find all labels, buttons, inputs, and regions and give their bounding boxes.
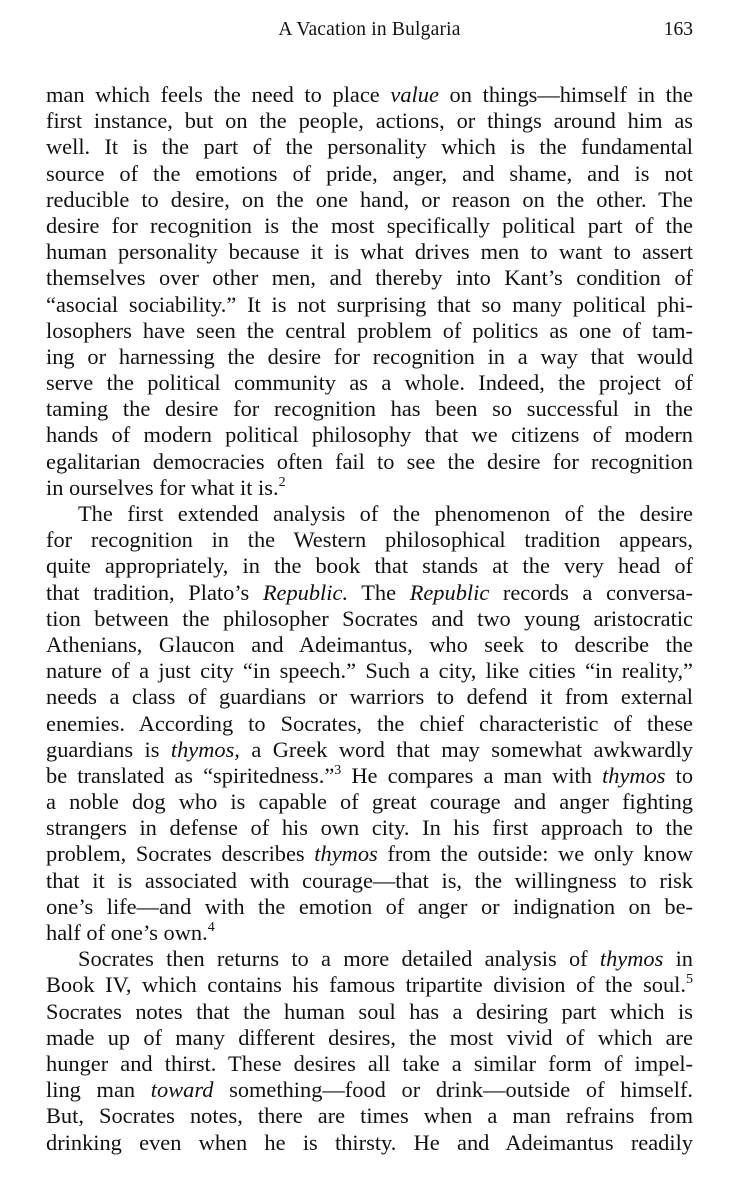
text-line <box>46 449 693 475</box>
text-line <box>46 841 693 867</box>
text-line <box>46 815 693 841</box>
text-line <box>46 318 693 344</box>
footnote-marker: 5 <box>686 972 693 988</box>
text-run: egalitarian democracies often fail to see the desire for recognition <box>46 448 693 474</box>
text-run: “asocial sociability.” It is not surprising that so many political phi- <box>46 291 693 317</box>
text-run: ing or harnessing the desire for recognition in a way that would <box>46 343 693 369</box>
text-line <box>46 684 693 710</box>
footnote-marker: 3 <box>334 762 342 778</box>
text-run: something—food or drink—outside of himself. <box>213 1077 694 1103</box>
text-line <box>46 1130 693 1156</box>
text-run: drinking even when he is thirsty. He and Adeimantus readily <box>46 1129 693 1155</box>
text-line <box>46 1025 693 1051</box>
text-line <box>46 553 693 579</box>
text-run: needs a class of guardians or warriors to defend it from external <box>46 684 693 710</box>
text-run: losophers have seen the central problem of politics as one of tam- <box>46 317 693 343</box>
italic-term: toward <box>150 1077 214 1103</box>
text-run: well. It is the part of the personality which is the fundamental <box>46 134 693 160</box>
text-run: Book IV, which contains his famous tripartite division of the soul. <box>46 972 686 998</box>
text-run: reducible to desire, on the one hand, or reason on the other. The <box>46 186 693 212</box>
text-run: quite appropriately, in the book that stands at the very head of <box>46 553 693 579</box>
text-run: first instance, but on the people, actions, or things around him as <box>46 108 693 134</box>
italic-term: Republic <box>409 579 490 605</box>
text-line <box>46 292 693 318</box>
text-line <box>46 344 693 370</box>
text-line <box>46 999 693 1025</box>
text-run: source of the emotions of pride, anger, and shame, and is not <box>46 160 693 186</box>
text-run: that tradition, Plato’s <box>46 579 263 605</box>
running-head <box>46 16 693 44</box>
text-run: themselves over other men, and thereby into Kant’s condition of <box>46 265 693 291</box>
text-line <box>46 501 693 527</box>
text-run: strangers in defense of his own city. In his first approach to the <box>46 815 693 841</box>
footnote-marker: 2 <box>278 474 286 490</box>
text-run: that it is associated with courage—that is, the willingness to risk <box>46 867 693 893</box>
text-line <box>46 894 693 920</box>
footnote-marker: 4 <box>207 920 215 935</box>
text-line <box>46 161 693 187</box>
text-line <box>46 972 693 998</box>
text-line <box>46 737 693 763</box>
text-line <box>46 763 693 789</box>
text-run: He compares a man with <box>341 762 603 788</box>
text-line <box>46 422 693 448</box>
italic-term: value <box>390 82 439 107</box>
text-line <box>46 658 693 684</box>
text-line <box>46 1077 693 1103</box>
text-line <box>46 213 693 239</box>
text-run: Athenians, Glaucon and Adeimantus, who seek to describe the <box>46 631 693 657</box>
text-line <box>46 527 693 553</box>
text-line <box>46 1103 693 1129</box>
text-run: Socrates notes that the human soul has a desiring part which is <box>46 998 693 1024</box>
text-run: guardians is <box>46 736 171 762</box>
text-line <box>46 82 693 108</box>
text-line <box>46 946 693 972</box>
text-line <box>46 187 693 213</box>
text-run: in ourselves for what it is. <box>46 474 279 500</box>
text-run: serve the political community as a whole. Indeed, the project of <box>46 370 693 396</box>
paragraph-2 <box>46 501 693 946</box>
text-run: one’s life—and with the emotion of anger or indignation on be- <box>46 893 693 919</box>
text-line <box>46 396 693 422</box>
text-run: hands of modern political philosophy that we citizens of modern <box>46 422 693 448</box>
text-run: desire for recognition is the most specifically political part of the <box>46 212 693 238</box>
text-line <box>46 789 693 815</box>
italic-term: thymos <box>602 762 666 788</box>
text-run: human personality because it is what drives men to want to assert <box>46 239 693 265</box>
text-run: The first extended analysis of the phenomenon of the desire <box>78 501 693 526</box>
paragraph-3 <box>46 946 693 1156</box>
text-run: enemies. According to Socrates, the chief characteristic of these <box>46 710 693 736</box>
text-run: records a conversa- <box>489 579 693 605</box>
text-line <box>46 868 693 894</box>
text-line <box>46 475 693 501</box>
text-run: from the outside: we only know <box>377 841 693 867</box>
text-line <box>46 108 693 134</box>
italic-term: thymos, <box>170 736 240 762</box>
text-line <box>46 265 693 291</box>
text-run: be translated as “spiritedness.” <box>46 762 335 788</box>
text-run: half of one’s own. <box>46 920 208 945</box>
text-run: in <box>663 946 693 972</box>
text-line <box>46 606 693 632</box>
page-number: 163 <box>663 19 693 40</box>
text-run: The <box>348 579 410 605</box>
text-run: ling man <box>46 1077 151 1103</box>
text-run: a Greek word that may somewhat awkwardly <box>239 736 693 762</box>
text-run: on things—himself in the <box>438 82 693 107</box>
text-line <box>46 370 693 396</box>
italic-term: thymos <box>599 946 664 972</box>
book-page <box>46 0 693 1183</box>
text-line <box>46 711 693 737</box>
text-run: taming the desire for recognition has been so successful in the <box>46 396 693 422</box>
text-line <box>46 920 693 946</box>
text-line <box>46 239 693 265</box>
italic-term: thymos <box>314 841 378 867</box>
text-line <box>46 580 693 606</box>
text-run: hunger and thirst. These desires all take a similar form of impel- <box>46 1050 693 1076</box>
text-run: problem, Socrates describes <box>46 841 315 867</box>
text-run: tion between the philosopher Socrates and two young aristocratic <box>46 605 693 631</box>
text-run: nature of a just city “in speech.” Such a city, like cities “in reality,” <box>46 658 693 684</box>
body-text <box>46 82 693 1156</box>
text-run: Socrates then returns to a more detailed analysis of <box>78 946 600 972</box>
italic-term: Republic. <box>262 579 349 605</box>
text-run: made up of many different desires, the most vivid of which are <box>46 1024 693 1050</box>
text-run: to <box>665 762 694 788</box>
text-run: But, Socrates notes, there are times when a man refrains from <box>46 1103 693 1129</box>
paragraph-1 <box>46 82 693 501</box>
text-run: a noble dog who is capable of great courage and anger fighting <box>46 789 693 815</box>
text-run: man which feels the need to place <box>46 82 391 107</box>
running-title: A Vacation in Bulgaria <box>278 19 461 40</box>
text-line <box>46 134 693 160</box>
text-line <box>46 632 693 658</box>
text-run: for recognition in the Western philosophical tradition appears, <box>46 527 693 553</box>
text-line <box>46 1051 693 1077</box>
